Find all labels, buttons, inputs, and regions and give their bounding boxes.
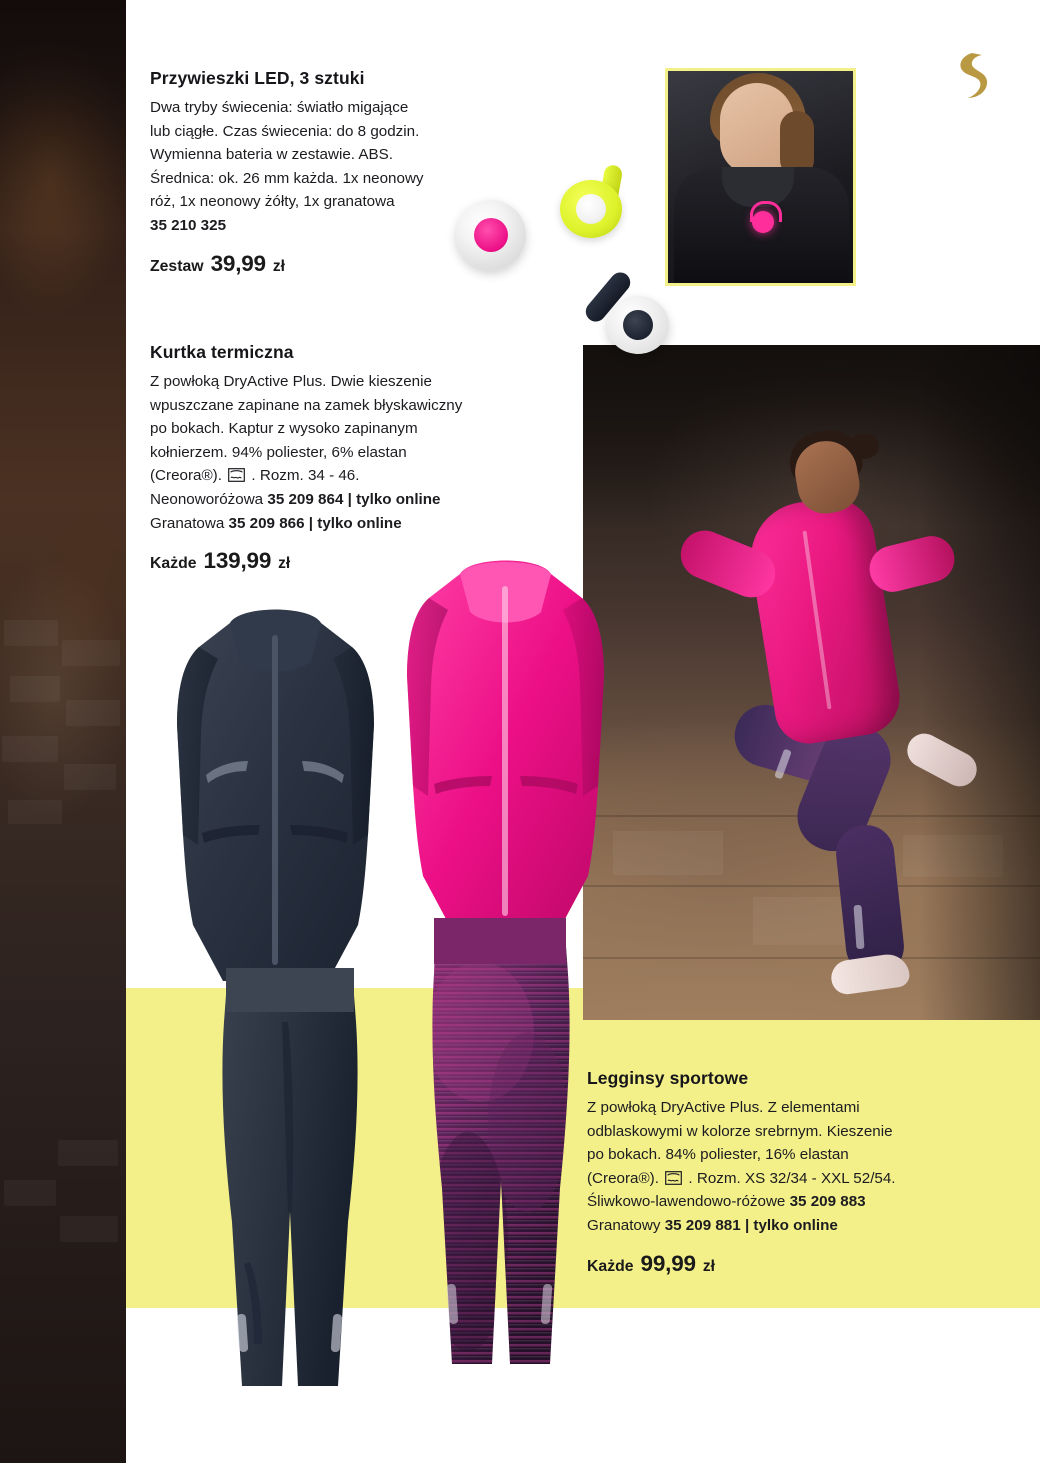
led-tag-navy bbox=[607, 296, 669, 354]
led-clip-lifestyle-photo bbox=[665, 68, 856, 286]
desc-line: Wymienna bateria w zestawie. ABS. bbox=[150, 146, 393, 164]
variant-note: tylko online bbox=[356, 490, 441, 508]
care-sizes: . Rozm. XS 32/34 - XXL 52/54. bbox=[688, 1169, 896, 1187]
strip-brick bbox=[66, 700, 120, 726]
price-value: 39,99 bbox=[210, 250, 266, 276]
runner-hair-bun bbox=[849, 433, 879, 459]
led-tag-navy-center bbox=[623, 310, 653, 340]
product-title: Kurtka termiczna bbox=[150, 342, 294, 362]
variant-code: 35 209 883 bbox=[789, 1193, 866, 1211]
variant-color: Śliwkowo-lawendowo-różowe bbox=[587, 1193, 786, 1211]
care-material: (Creora®). bbox=[587, 1169, 659, 1187]
desc-line: róż, 1x neonowy żółty, 1x granatowa bbox=[150, 193, 395, 211]
runner-right-arm bbox=[865, 531, 960, 596]
desc-line: lub ciągłe. Czas świecenia: do 8 godzin. bbox=[150, 122, 420, 140]
wash-care-icon bbox=[228, 468, 245, 482]
care-sizes: . Rozm. 34 - 46. bbox=[251, 467, 360, 485]
desc-line: Z powłoką DryActive Plus. Z elementami bbox=[587, 1099, 860, 1116]
variant-note: tylko online bbox=[317, 514, 402, 532]
led-tag-yellow-center bbox=[576, 194, 606, 224]
price-value: 99,99 bbox=[640, 1250, 696, 1276]
strip-brick bbox=[8, 800, 62, 824]
product-article-code: 35 210 325 bbox=[150, 216, 227, 234]
strip-brick bbox=[10, 676, 60, 702]
product-description bbox=[587, 1096, 987, 1238]
desc-line: Z powłoką DryActive Plus. Dwie kieszenie bbox=[150, 373, 432, 390]
desc-line: wpuszczane zapinane na zamek błyskawiczny bbox=[150, 396, 463, 414]
price-value: 139,99 bbox=[203, 548, 272, 574]
pink-thermal-jacket-image bbox=[398, 548, 613, 938]
tchibo-logo bbox=[950, 50, 994, 102]
strip-brick bbox=[2, 736, 58, 762]
product-description bbox=[150, 96, 500, 238]
price-label: Zestaw bbox=[150, 257, 204, 275]
variant-code: 35 209 881 bbox=[664, 1216, 741, 1234]
product-price-row bbox=[150, 251, 500, 277]
runner-shoe-back bbox=[901, 728, 982, 793]
strip-brick bbox=[64, 764, 116, 790]
variant-color: Granatowy bbox=[587, 1216, 661, 1234]
variant-separator: | bbox=[347, 490, 352, 508]
navy-sport-leggings-image bbox=[210, 962, 370, 1392]
price-currency: zł bbox=[702, 1257, 715, 1275]
product-description bbox=[150, 370, 550, 535]
product-title: Przywieszki LED, 3 sztuki bbox=[150, 68, 365, 88]
navy-thermal-jacket-image bbox=[168, 595, 383, 985]
desc-line: po bokach. 84% poliester, 16% elastan bbox=[587, 1146, 849, 1164]
runner-figure bbox=[583, 345, 1040, 1020]
variant-code: 35 209 866 bbox=[228, 514, 305, 532]
price-label: Każde bbox=[587, 1257, 634, 1275]
variant-code: 35 209 864 bbox=[267, 490, 344, 508]
left-photo-strip bbox=[0, 0, 126, 1463]
wash-care-icon bbox=[665, 1171, 682, 1185]
runner-shoe-front bbox=[829, 952, 911, 997]
product-block-thermal-jacket bbox=[150, 342, 550, 574]
desc-line: kołnierzem. 94% poliester, 6% elastan bbox=[150, 443, 407, 461]
strip-brick bbox=[58, 1140, 118, 1166]
variant-color: Granatowa bbox=[150, 514, 225, 532]
led-tag-neon-yellow bbox=[560, 180, 622, 238]
strip-brick bbox=[4, 1180, 56, 1206]
runner-hero-photo bbox=[583, 345, 1040, 1020]
care-line bbox=[150, 467, 359, 484]
variant-note: tylko online bbox=[753, 1216, 838, 1234]
price-currency: zł bbox=[272, 257, 285, 275]
product-price-row bbox=[587, 1251, 987, 1277]
product-block-led-tags bbox=[150, 68, 500, 277]
variant-separator: | bbox=[744, 1216, 750, 1234]
desc-line: Średnica: ok. 26 mm każda. 1x neonowy bbox=[150, 169, 424, 187]
price-currency: zł bbox=[278, 555, 291, 573]
desc-line: Dwa tryby świecenia: światło migające bbox=[150, 99, 409, 116]
care-material: (Creora®). bbox=[150, 467, 222, 485]
product-price-row bbox=[150, 548, 550, 574]
strip-shadow-top bbox=[0, 0, 126, 230]
price-label: Każde bbox=[150, 555, 197, 573]
variant-separator: | bbox=[308, 514, 314, 532]
strip-brick bbox=[62, 640, 120, 666]
product-block-sport-leggings bbox=[587, 1068, 987, 1277]
variant-color: Neonoworóżowa bbox=[150, 490, 264, 508]
printed-sport-leggings-image bbox=[420, 912, 580, 1372]
desc-line: odblaskowymi w kolorze srebrnym. Kieszenie bbox=[587, 1122, 893, 1140]
strip-brick bbox=[60, 1216, 118, 1242]
product-title: Legginsy sportowe bbox=[587, 1068, 749, 1088]
care-line bbox=[587, 1170, 896, 1187]
strip-brick bbox=[4, 620, 58, 646]
desc-line: po bokach. Kaptur z wysoko zapinanym bbox=[150, 420, 418, 438]
runner-front-calf bbox=[833, 822, 906, 977]
led-clip-pink-on-jacket bbox=[752, 211, 774, 233]
